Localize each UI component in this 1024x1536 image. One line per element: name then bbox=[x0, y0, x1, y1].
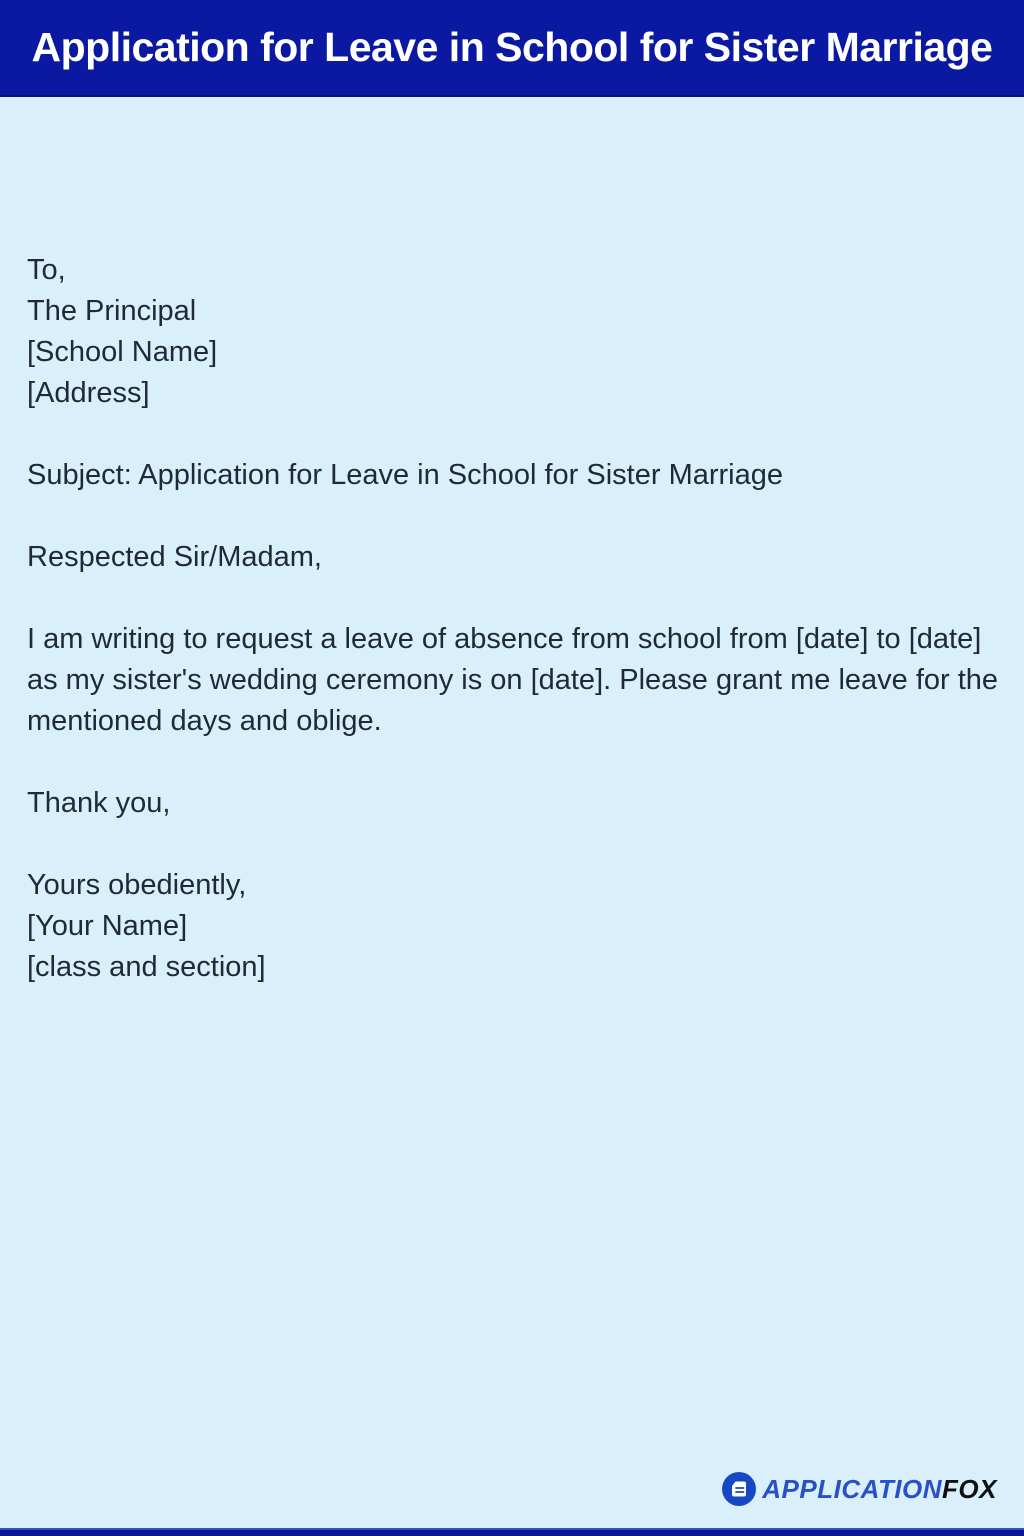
recipient-block bbox=[27, 250, 1004, 414]
closing-line: [Your Name] bbox=[27, 910, 188, 942]
closing-line: [class and section] bbox=[27, 951, 266, 983]
recipient-line: [Address] bbox=[27, 377, 150, 409]
recipient-line: The Principal bbox=[27, 295, 197, 327]
brand-wordmark bbox=[762, 1474, 997, 1505]
brand-wordmark-secondary: FOX bbox=[942, 1473, 997, 1504]
recipient-line: [School Name] bbox=[27, 336, 218, 368]
subject-line: Subject: Application for Leave in School for Sister Marriage bbox=[27, 459, 784, 491]
brand-wordmark-primary: APPLICATION bbox=[762, 1473, 943, 1504]
page-title: Application for Leave in School for Sister Marriage bbox=[31, 24, 993, 70]
recipient-line: To, bbox=[27, 254, 66, 286]
applicationfox-logo bbox=[722, 1472, 997, 1506]
salutation: Respected Sir/Madam, bbox=[27, 541, 322, 573]
document-icon bbox=[722, 1472, 756, 1506]
closing-line: Yours obediently, bbox=[27, 869, 247, 901]
letter-body bbox=[0, 97, 1024, 988]
footer-bar bbox=[0, 1528, 1024, 1536]
page-header bbox=[0, 0, 1024, 97]
body-paragraph: I am writing to request a leave of absence from school from [date] to [date] as my sister's wedding ceremony is on [date]. Please grant me leave for the mentioned days and oblige. bbox=[27, 623, 999, 737]
thanks-line: Thank you, bbox=[27, 787, 171, 819]
closing-block bbox=[27, 865, 1004, 988]
